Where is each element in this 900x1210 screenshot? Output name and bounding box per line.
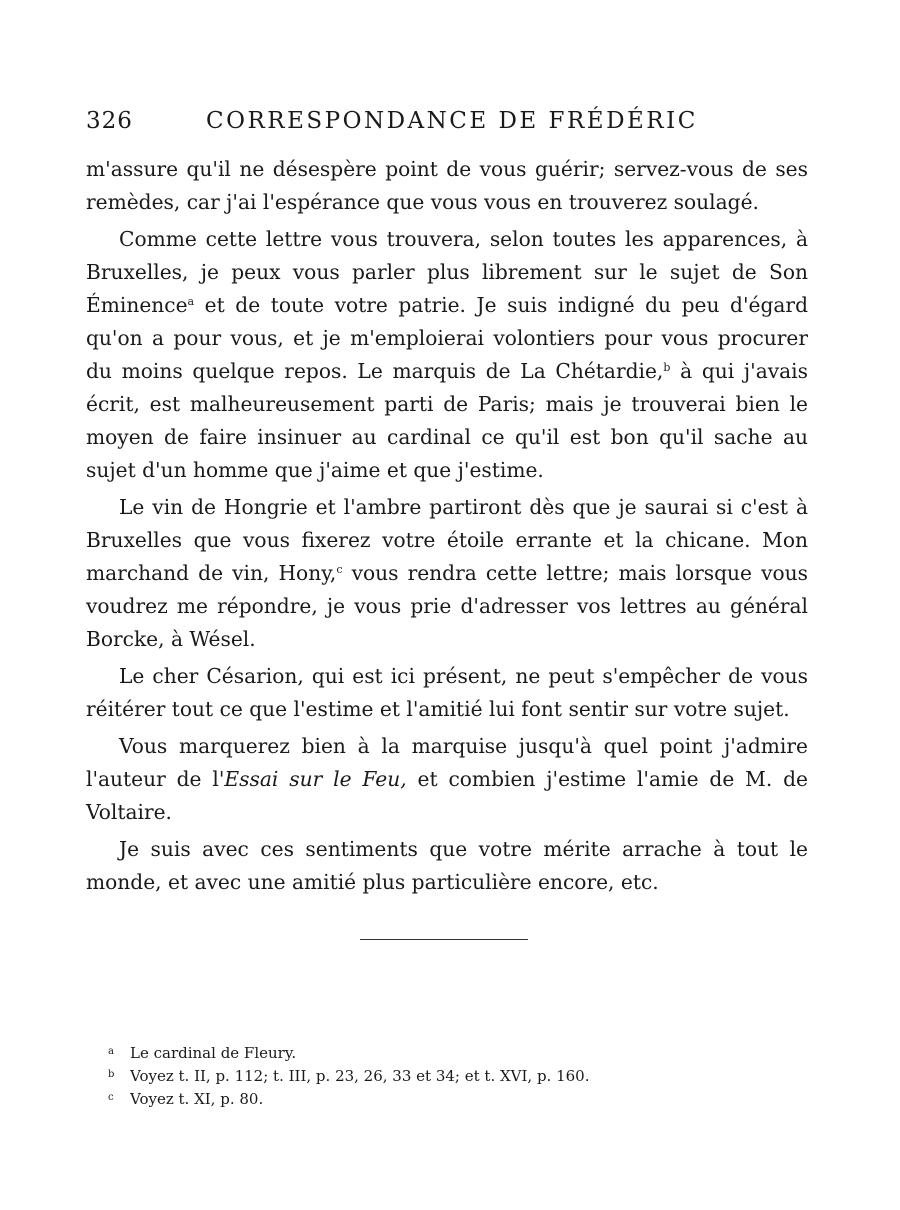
running-title: CORRESPONDANCE DE FRÉDÉRIC xyxy=(206,108,698,134)
running-header xyxy=(86,108,706,134)
paragraph-3-text-b: vous rendra cette lettre; mais lorsque vous voudrez me répondre, je vous prie d'adresser vos lettres au général Borcke, à Wésel. xyxy=(86,561,808,651)
paragraph-5-text-a: Vous marquerez bien à la marquise jusqu'à quel point j'admire l'auteur de l' xyxy=(86,734,808,791)
paragraph-1 xyxy=(86,153,808,219)
book-title-italic: Essai sur le Feu, xyxy=(224,767,407,791)
footnote-a: a Le cardinal de Fleury. xyxy=(108,1044,297,1062)
paragraph-4-text: Le cher Césarion, qui est ici présent, ne peut s'empêcher de vous réitérer tout ce que l'estime et l'amitié lui font sentir sur votre sujet. xyxy=(86,664,808,721)
note-ref-a: a xyxy=(187,295,195,308)
paragraph-5-text-b: et combien j'estime l'amie de M. de Voltaire. xyxy=(86,767,808,824)
paragraph-4 xyxy=(86,660,808,726)
paragraph-6-text: Je suis avec ces sentiments que votre mérite arrache à tout le monde, et avec une amitié plus particulière encore, etc. xyxy=(86,837,808,894)
section-divider xyxy=(360,939,528,940)
footnotes xyxy=(108,1042,708,1111)
footnote-text: Voyez t. XI, p. 80. xyxy=(130,1090,264,1108)
footnote-text: Le cardinal de Fleury. xyxy=(130,1044,297,1062)
paragraph-2-text-c: à qui j'avais écrit, est malheureusement parti de Paris; mais je trouverai bien le moyen de faire insinuer au cardinal ce qu'il est bon qu'il sache au sujet d'un homme que j'aime et que j'estime. xyxy=(86,359,808,482)
note-ref-b: b xyxy=(663,361,671,374)
footnote-text: Voyez t. II, p. 112; t. III, p. 23, 26, 33 et 34; et t. XVI, p. 160. xyxy=(130,1067,590,1085)
paragraph-2 xyxy=(86,223,808,487)
paragraph-1-text: m'assure qu'il ne désespère point de vous guérir; servez-vous de ses remèdes, car j'ai l'espérance que vous vous en trouverez soulagé. xyxy=(86,157,808,214)
paragraph-2-text-a: Comme cette lettre vous trouvera, selon toutes les apparences, à Bruxelles, je peux vous parler plus librement sur le sujet de Son Éminence xyxy=(86,227,808,317)
letter-body xyxy=(86,153,808,903)
paragraph-6 xyxy=(86,833,808,899)
note-ref-c: c xyxy=(336,563,343,576)
paragraph-5 xyxy=(86,730,808,829)
footnote-b: b Voyez t. II, p. 112; t. III, p. 23, 26, 33 et 34; et t. XVI, p. 160. xyxy=(108,1067,590,1085)
page-number: 326 xyxy=(86,108,133,134)
paragraph-3-text-a: Le vin de Hongrie et l'ambre partiront dès que je saurai si c'est à Bruxelles que vous fixerez votre étoile errante et la chicane. Mon marchand de vin, Hony, xyxy=(86,495,808,585)
paragraph-2-text-b: et de toute votre patrie. Je suis indigné du peu d'égard qu'on a pour vous, et je m'emploierai volontiers pour vous procurer du moins quelque repos. Le marquis de La Chétardie, xyxy=(86,293,808,383)
paragraph-3 xyxy=(86,491,808,656)
footnote-c: c Voyez t. XI, p. 80. xyxy=(108,1090,264,1108)
